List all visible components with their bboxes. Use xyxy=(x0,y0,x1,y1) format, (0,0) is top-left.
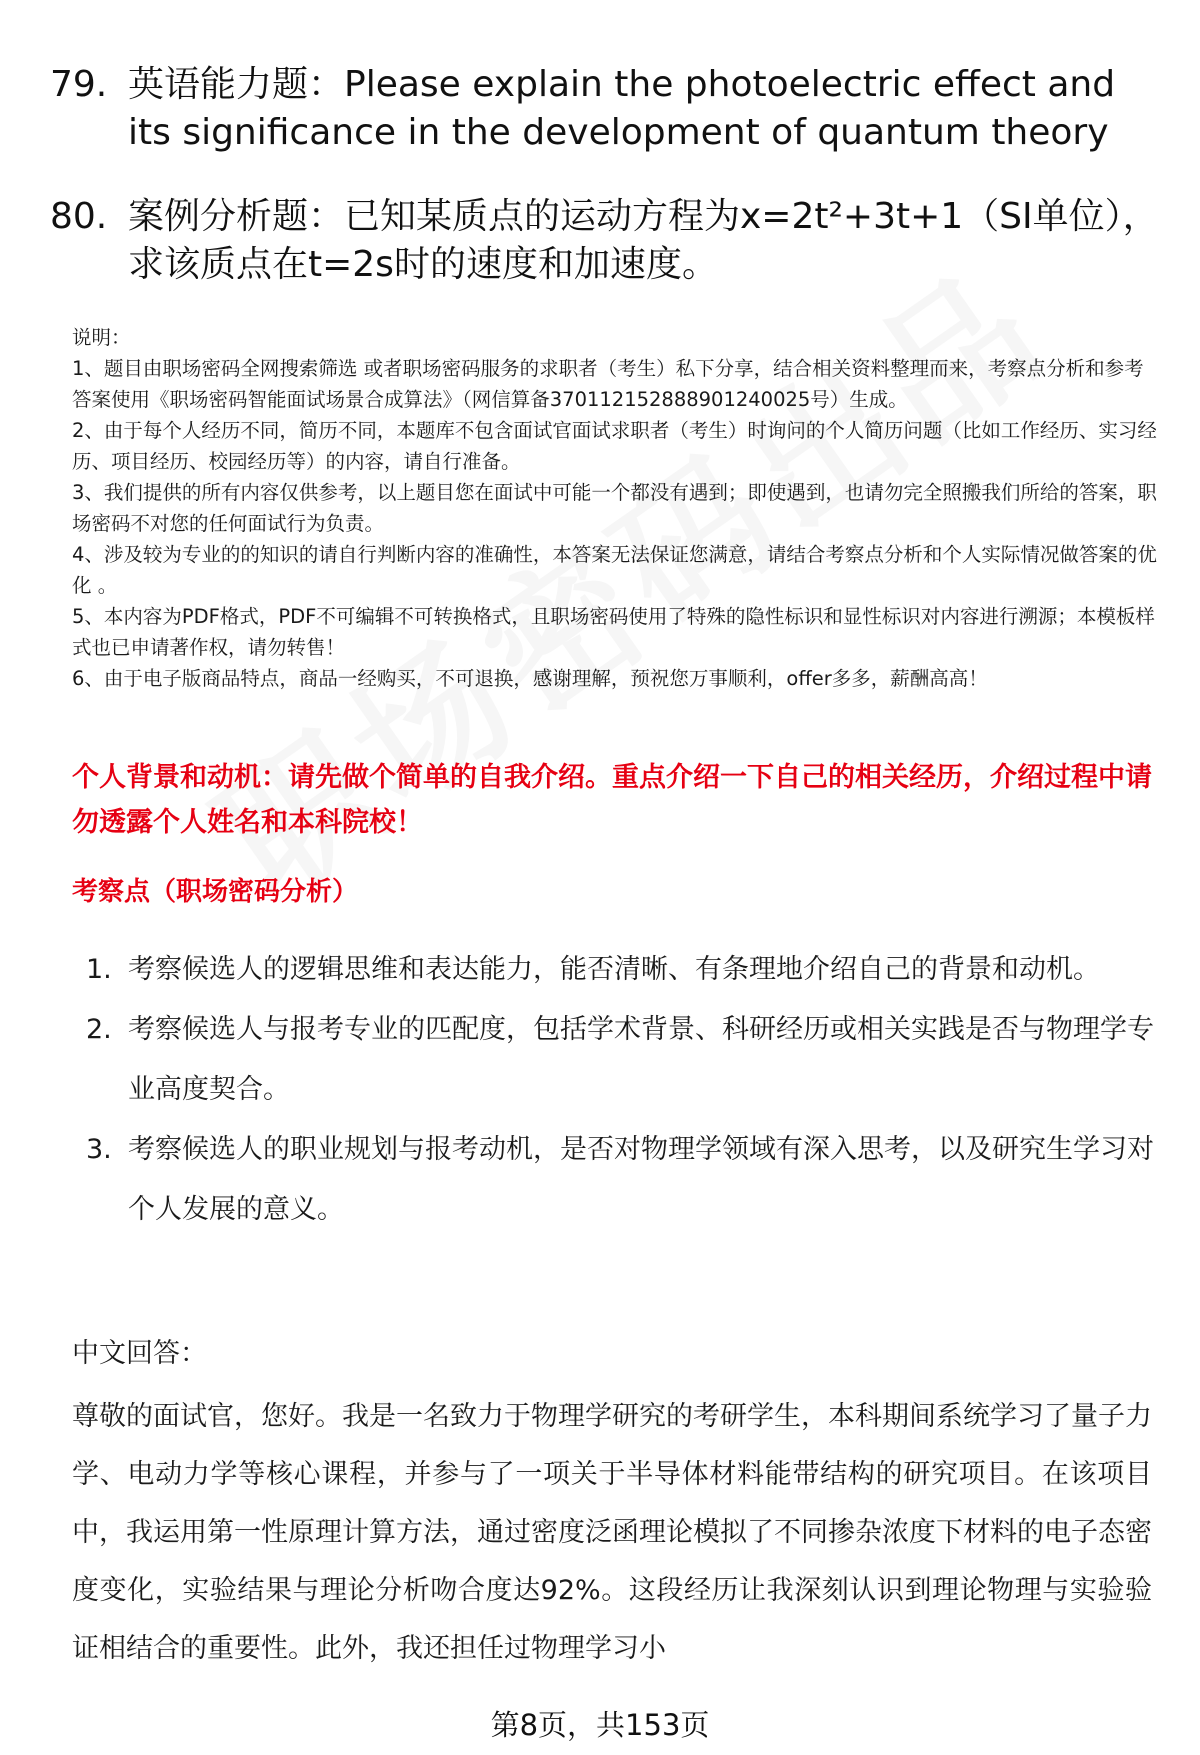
note-item: 1、题目由职场密码全网搜索筛选 或者职场密码服务的求职者（考生）私下分享，结合相关资料整理而来，考察点分析和参考答案使用《职场密码智能面试场景合成算法》（网信算备370112152888901240025号）生成。 xyxy=(72,357,1144,411)
point-number: 1. xyxy=(86,954,112,985)
note-item: 6、由于电子版商品特点，商品一经购买，不可退换，感谢理解，预祝您万事顺利，offer多多，薪酬高高！ xyxy=(72,667,988,690)
note-item: 3、我们提供的所有内容仅供参考，以上题目您在面试中可能一个都没有遇到；即使遇到，也请勿完全照搬我们所给的答案，职场密码不对您的任何面试行为负责。 xyxy=(72,481,1157,535)
list-item xyxy=(72,940,1162,1000)
note-item: 2、由于每个人经历不同，简历不同，本题库不包含面试官面试求职者（考生）时询问的个人简历问题（比如工作经历、实习经历、项目经历、校园经历等）的内容，请自行准备。 xyxy=(72,419,1157,473)
point-text: 考察候选人的逻辑思维和表达能力，能否清晰、有条理地介绍自己的背景和动机。 xyxy=(128,954,1100,985)
list-item xyxy=(72,1120,1162,1240)
point-text: 考察候选人的职业规划与报考动机，是否对物理学领域有深入思考，以及研究生学习对个人发展的意义。 xyxy=(128,1134,1154,1225)
disclaimer-notes xyxy=(72,322,1162,694)
question-text: 英语能力题：Please explain the photoelectric effect and its significance in the development of quantum theory xyxy=(128,64,1116,153)
question-text: 案例分析题：已知某质点的运动方程为x=2t²+3t+1（SI单位），求该质点在t=2s时的速度和加速度。 xyxy=(128,196,1159,285)
note-item: 5、本内容为PDF格式，PDF不可编辑不可转换格式，且职场密码使用了特殊的隐性标识和显性标识对内容进行溯源；本模板样式也已申请著作权，请勿转售！ xyxy=(72,605,1155,659)
page-number-footer: 第8页，共153页 xyxy=(490,1708,710,1742)
question-79 xyxy=(50,61,1160,157)
analysis-points-list xyxy=(72,940,1162,1240)
point-number: 2. xyxy=(86,1014,112,1045)
analysis-title: 考察点（职场密码分析） xyxy=(72,877,359,907)
point-text: 考察候选人与报考专业的匹配度，包括学术背景、科研经历或相关实践是否与物理学专业高度契合。 xyxy=(128,1014,1154,1105)
point-number: 3. xyxy=(86,1134,112,1165)
question-80 xyxy=(50,193,1160,289)
main-question-heading: 个人背景和动机：请先做个简单的自我介绍。重点介绍一下自己的相关经历，介绍过程中请勿透露个人姓名和本科院校！ xyxy=(72,762,1152,838)
list-item xyxy=(72,1000,1162,1120)
answer-text: 尊敬的面试官，您好。我是一名致力于物理学研究的考研学生，本科期间系统学习了量子力学、电动力学等核心课程，并参与了一项关于半导体材料能带结构的研究项目。在该项目中，我运用第一性原理计算方法，通过密度泛函理论模拟了不同掺杂浓度下材料的电子态密度变化，实验结果与理论分析吻合度达92%。这段经历让我深刻认识到理论物理与实验验证相结合的重要性。此外，我还担任过物理学习小 xyxy=(72,1401,1152,1664)
question-number: 80. xyxy=(50,196,108,237)
note-item: 4、涉及较为专业的的知识的请自行判断内容的准确性，本答案无法保证您满意，请结合考察点分析和个人实际情况做答案的优化 。 xyxy=(72,543,1157,597)
notes-title: 说明： xyxy=(72,326,131,349)
answer-label: 中文回答： xyxy=(72,1338,207,1369)
question-number: 79. xyxy=(50,64,108,105)
